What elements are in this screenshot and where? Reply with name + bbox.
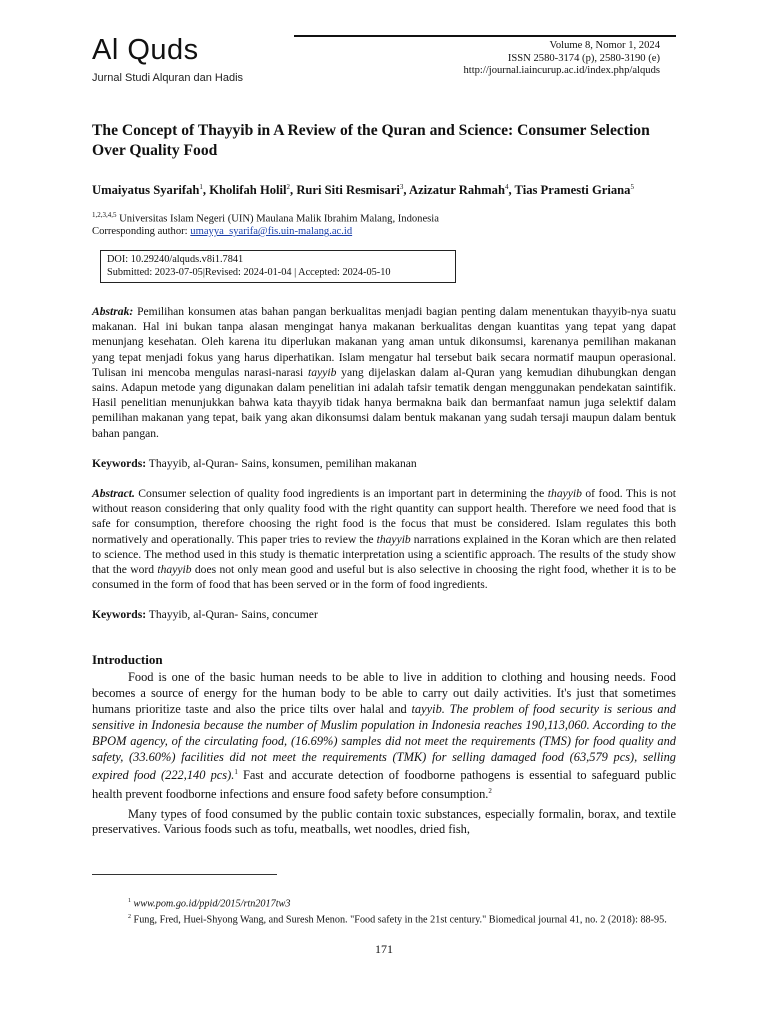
introduction-body — [92, 670, 676, 838]
author-name: Ruri Siti Resmisari — [296, 183, 400, 198]
page-number: 171 — [375, 942, 393, 956]
author-affiliation-mark: 1 — [199, 183, 203, 191]
abstrak-paragraph: Abstrak: Pemilihan konsumen atas bahan pangan berkualitas menjadi bagian penting dalam menentukan thayyib-nya suatu makanan. Hal ini bukan tanpa alasan mengingat hanya makanan berkualitas dengan kuantitas yang tepat yang dapat menunjang kesehatan. Oleh karena itu diperlukan makanan yang aman untuk dikonsumsi, karenanya pemilihan makanan yang tepat menjadi fokus yang harus diperhatikan. Islam mengatur hal tersebut baik secara normatif maupun operasional. Tulisan ini mencoba mengulas narasi-narasi tayyib yang dijelaskan dalam al-Quran yang kemudian dihubungkan dengan sains. Adapun metode yang digunakan dalam penelitian ini adalah tafsir tematik dengan menggunakan pendekatan saintifik. Hasil penelitian menunjukkan bahwa kata thayyib tidak hanya bermakna baik dan bermanfaat namun juga selektif dalam pemilihan makanan yang tepat, baik yang akan dikonsumsi dalam bentuk makanan yang sudah tersaji maupun dalam bentuk bahan pangan. — [92, 305, 676, 440]
author-list: Umaiyatus Syarifah$^1$, Kholifah Holil$^2$, Ruri Siti Resmisari$^3$, Azizatur Rahmah$^4$, Tias Pramesti Griana$^5$ — [92, 183, 634, 198]
affiliation: $^{1,2,3,4,5}$ Universitas Islam Negeri (UIN) Maulana Malik Ibrahim Malang, Indonesia — [92, 211, 439, 225]
footnotes — [92, 895, 676, 927]
doi-box — [100, 250, 456, 283]
issn-info: ISSN 2580-3174 (p), 2580-3190 (e) — [507, 52, 660, 64]
corresponding-email-link[interactable]: umayya_syarifa@fis.uin-malang.ac.id — [190, 226, 353, 237]
abstract-label: Abstract. — [92, 487, 135, 500]
journal-url[interactable]: http://journal.iaincurup.ac.id/index.php/alquds — [463, 65, 660, 76]
footnote-1: $^1$ www.pom.go.id/ppid/2015/rtn2017tw3 — [128, 898, 291, 910]
author-affiliation-mark: 3 — [399, 183, 404, 191]
author-name: Umaiyatus Syarifah — [92, 183, 200, 198]
journal-title: Al Quds — [92, 34, 199, 66]
author-name: Azizatur Rahmah — [408, 183, 505, 198]
footnote-ref[interactable]: 2 — [488, 787, 492, 796]
footnote-2: $^2$ Fung, Fred, Huei-Shyong Wang, and Suresh Menon. "Food safety in the 21st century." Biomedical journal 41, no. 2 (2018): 88-95. — [128, 913, 667, 926]
introduction-paragraph: Many types of food consumed by the public contain toxic substances, especially formalin, borax, and textile preservatives. Various foods such as tofu, meatballs, wet noodles, dried fish, — [92, 806, 676, 837]
journal-subtitle: Jurnal Studi Alquran dan Hadis — [92, 72, 244, 84]
author-affiliation-mark: 2 — [286, 183, 291, 191]
article-title: The Concept of Thayyib in A Review of the Quran and Science: Consumer Selection Over Quality Food — [92, 122, 650, 159]
author-name: Kholifah Holil — [209, 183, 287, 198]
footnote-link[interactable]: www.pom.go.id/ppid/2015/rtn2017tw3 — [131, 898, 291, 910]
abstrak-label: Abstrak: — [92, 305, 134, 318]
volume-info: Volume 8, Nomor 1, 2024 — [549, 40, 660, 51]
corresponding-author: Corresponding author: umayya_syarifa@fis.uin-malang.ac.id — [92, 226, 353, 237]
header-meta — [463, 40, 660, 78]
introduction-paragraph: Food is one of the basic human needs to be able to live in addition to clothing and housing needs. Food becomes a source of energy for the human body to be able to carry out daily activities. It's just that sometimes humans prioritize taste and also the price tilts over halal and tayyib. The problem of food security is serious and sensitive in Indonesia because the number of Muslim population in Indonesia reaches 190,113,060. According to the BPOM agency, of the circulating food, (16.69%) samples did not meet the requirements (TMS) for food quality and safety, (33.60%) facilities did not meet the requirements (TMK) for selling damaged food (63,579 pcs), selling expired food (222,140 pcs).$^1$ Fast and accurate detection of foodborne pathogens is essential to safeguard public health prevent foodborne infections and ensure food safety before consumption.$^2$ — [92, 670, 676, 802]
footnote-ref[interactable]: 1 — [234, 768, 238, 777]
author-name: Tias Pramesti Griana — [514, 183, 631, 198]
introduction-heading: Introduction — [92, 652, 163, 667]
abstract-keywords: Keywords: Thayyib, al-Quran- Sains, concumer — [92, 608, 318, 621]
abstract-paragraph: Abstract. Consumer selection of quality food ingredients is an important part in determining the thayyib of food. This is not without reason considering that only quality food with the right quantity can support health. Therefore we need food that is safe for consumption, therefore choosing the right food is the focus that must be considered. Islam regulates this both normatively and operationally. This paper tries to review the thayyib narrations explained in the Koran which are then related to science. The method used in this study is thematic interpretation using a scientific approach. The results of the study show that the word thayyib does not only mean good and useful but is also selective in choosing the right food, whether it is to be consumed in the form of food that has been served or in the form of food ingredients. — [92, 487, 676, 592]
header-divider — [294, 35, 676, 37]
author-affiliation-mark: 5 — [630, 183, 634, 191]
doi[interactable]: DOI: 10.29240/alquds.v8i1.7841 — [107, 254, 244, 265]
submission-dates: Submitted: 2023-07-05|Revised: 2024-01-04 | Accepted: 2024-05-10 — [107, 267, 391, 278]
author-affiliation-mark: 4 — [504, 183, 509, 191]
footnote-divider — [92, 874, 277, 875]
abstrak-keywords: Keywords: Thayyib, al-Quran- Sains, konsumen, pemilihan makanan — [92, 457, 417, 470]
